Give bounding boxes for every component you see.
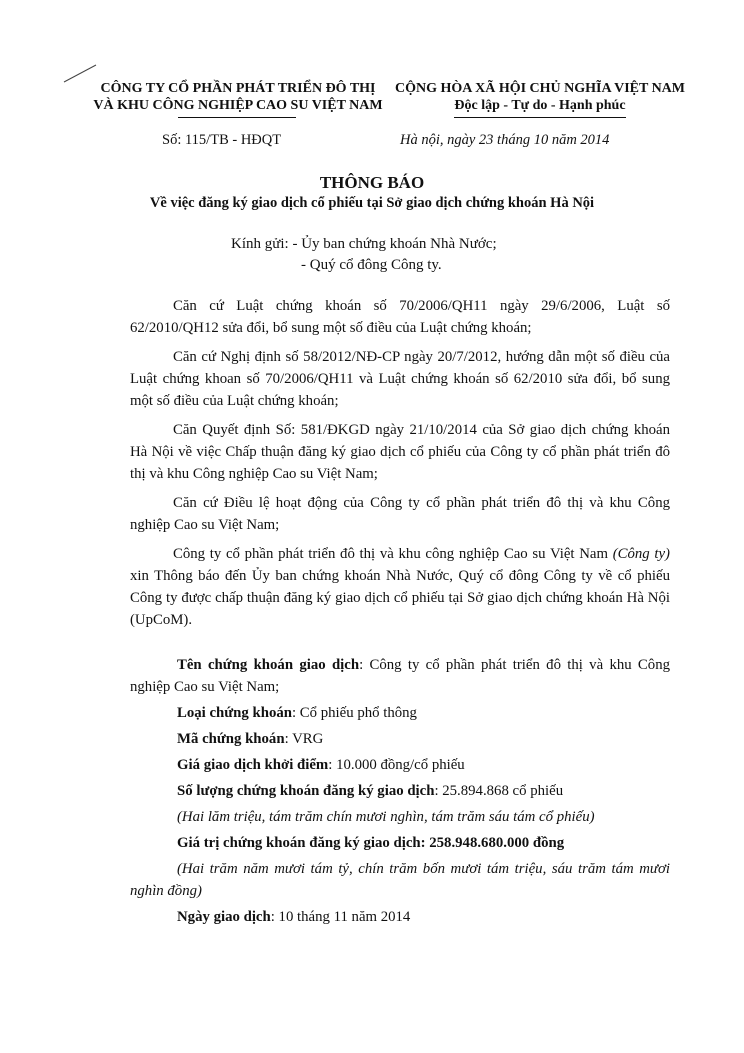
detail-value: Giá trị chứng khoán đăng ký giao dịch: 258.948.680.000 đồng: [177, 835, 565, 851]
recipient-line-1: Kính gửi: - Ủy ban chứng khoán Nhà Nước;: [231, 236, 497, 252]
detail-trade-date: [130, 906, 670, 928]
detail-code: [130, 728, 670, 750]
detail-type-value: : Cổ phiếu phổ thông: [291, 705, 417, 721]
announcement-text-end: xin Thông báo đến Ủy ban chứng khoán Nhà Nước, Quý cổ đông Công ty về cổ phiếu Công ty được chấp thuận đăng ký giao dịch cổ phiếu tại Sở giao dịch chứng khoán Hà Nội (UpCoM).: [130, 568, 670, 628]
detail-value-words: (Hai trăm năm mươi tám tỷ, chín trăm bốn mươi tám triệu, sáu trăm tám mươi nghìn đồng): [130, 861, 670, 899]
detail-quantity-label: Số lượng chứng khoán đăng ký giao dịch: [177, 783, 435, 799]
detail-name-value: : Công ty cổ phần phát triển đô thị và khu Công nghiệp Cao su Việt Nam;: [130, 657, 670, 695]
detail-quantity: [130, 780, 670, 802]
company-header-rule: [178, 117, 296, 118]
detail-trade-date-value: : 10 tháng 11 năm 2014: [270, 909, 411, 925]
detail-price: [130, 754, 670, 776]
company-name-line2: VÀ KHU CÔNG NGHIỆP CAO SU VIỆT NAM: [93, 98, 383, 113]
company-header: [88, 80, 388, 114]
document-title: THÔNG BÁO: [319, 173, 425, 192]
national-motto-line2: Độc lập - Tự do - Hạnh phúc: [454, 97, 625, 118]
company-name-line1: CÔNG TY CỔ PHẦN PHÁT TRIỂN ĐÔ THỊ: [100, 81, 376, 96]
document-subtitle: Về việc đăng ký giao dịch cổ phiếu tại Sở giao dịch chứng khoán Hà Nội: [149, 195, 595, 211]
detail-name-label: Tên chứng khoán giao dịch: [177, 657, 360, 673]
paragraph-legal-basis-2: Căn cứ Nghị định số 58/2012/NĐ-CP ngày 20/7/2012, hướng dẫn một số điều của Luật chứng khoan số 70/2006/QH11 và Luật chứng khoán số 62/2010 sửa đổi, bổ sung một số điều của Luật chứng khoán;: [130, 349, 670, 409]
detail-code-label: Mã chứng khoán: [177, 731, 285, 747]
document-date: Hà nội, ngày 23 tháng 10 năm 2014: [400, 132, 610, 148]
document-number: Số: 115/TB - HĐQT: [162, 132, 282, 148]
announcement-company-abbrev: (Công ty): [612, 546, 670, 562]
paragraph-legal-basis-4: Căn cứ Điều lệ hoạt động của Công ty cổ phần phát triển đô thị và khu Công nghiệp Cao su Việt Nam;: [130, 495, 670, 533]
detail-type: [130, 702, 670, 724]
paragraph-announcement: [130, 543, 670, 631]
document-body: [130, 295, 670, 638]
recipient-line-2: - Quý cổ đông Công ty.: [301, 257, 442, 273]
national-header: [390, 80, 690, 118]
announcement-text-start: Công ty cổ phần phát triển đô thị và khu công nghiệp Cao su Việt Nam: [173, 546, 613, 562]
detail-type-label: Loại chứng khoán: [177, 705, 292, 721]
detail-price-label: Giá giao dịch khởi điểm: [177, 757, 329, 773]
detail-quantity-words: (Hai lăm triệu, tám trăm chín mươi nghìn, tám trăm sáu tám cổ phiếu): [177, 809, 595, 825]
detail-price-value: : 10.000 đồng/cổ phiếu: [328, 757, 465, 773]
paragraph-legal-basis-1: Căn cứ Luật chứng khoán số 70/2006/QH11 ngày 29/6/2006, Luật số 62/2010/QH12 sửa đổi, bổ sung một số điều của Luật chứng khoán;: [130, 298, 670, 336]
detail-trade-date-label: Ngày giao dịch: [177, 909, 271, 925]
detail-quantity-value: : 25.894.868 cổ phiếu: [434, 783, 564, 799]
detail-name: [130, 654, 670, 698]
paragraph-legal-basis-3: Căn Quyết định Số: 581/ĐKGD ngày 21/10/2014 của Sở giao dịch chứng khoán Hà Nội về việc Chấp thuận đăng ký giao dịch cổ phiếu của Công ty cổ phần phát triển đô thị và khu Công nghiệp Cao su Việt Nam;: [130, 422, 670, 482]
stock-details: [130, 654, 670, 932]
national-motto-line1: CỘNG HÒA XÃ HỘI CHỦ NGHĨA VIỆT NAM: [394, 81, 685, 96]
detail-code-value: : VRG: [284, 731, 324, 747]
